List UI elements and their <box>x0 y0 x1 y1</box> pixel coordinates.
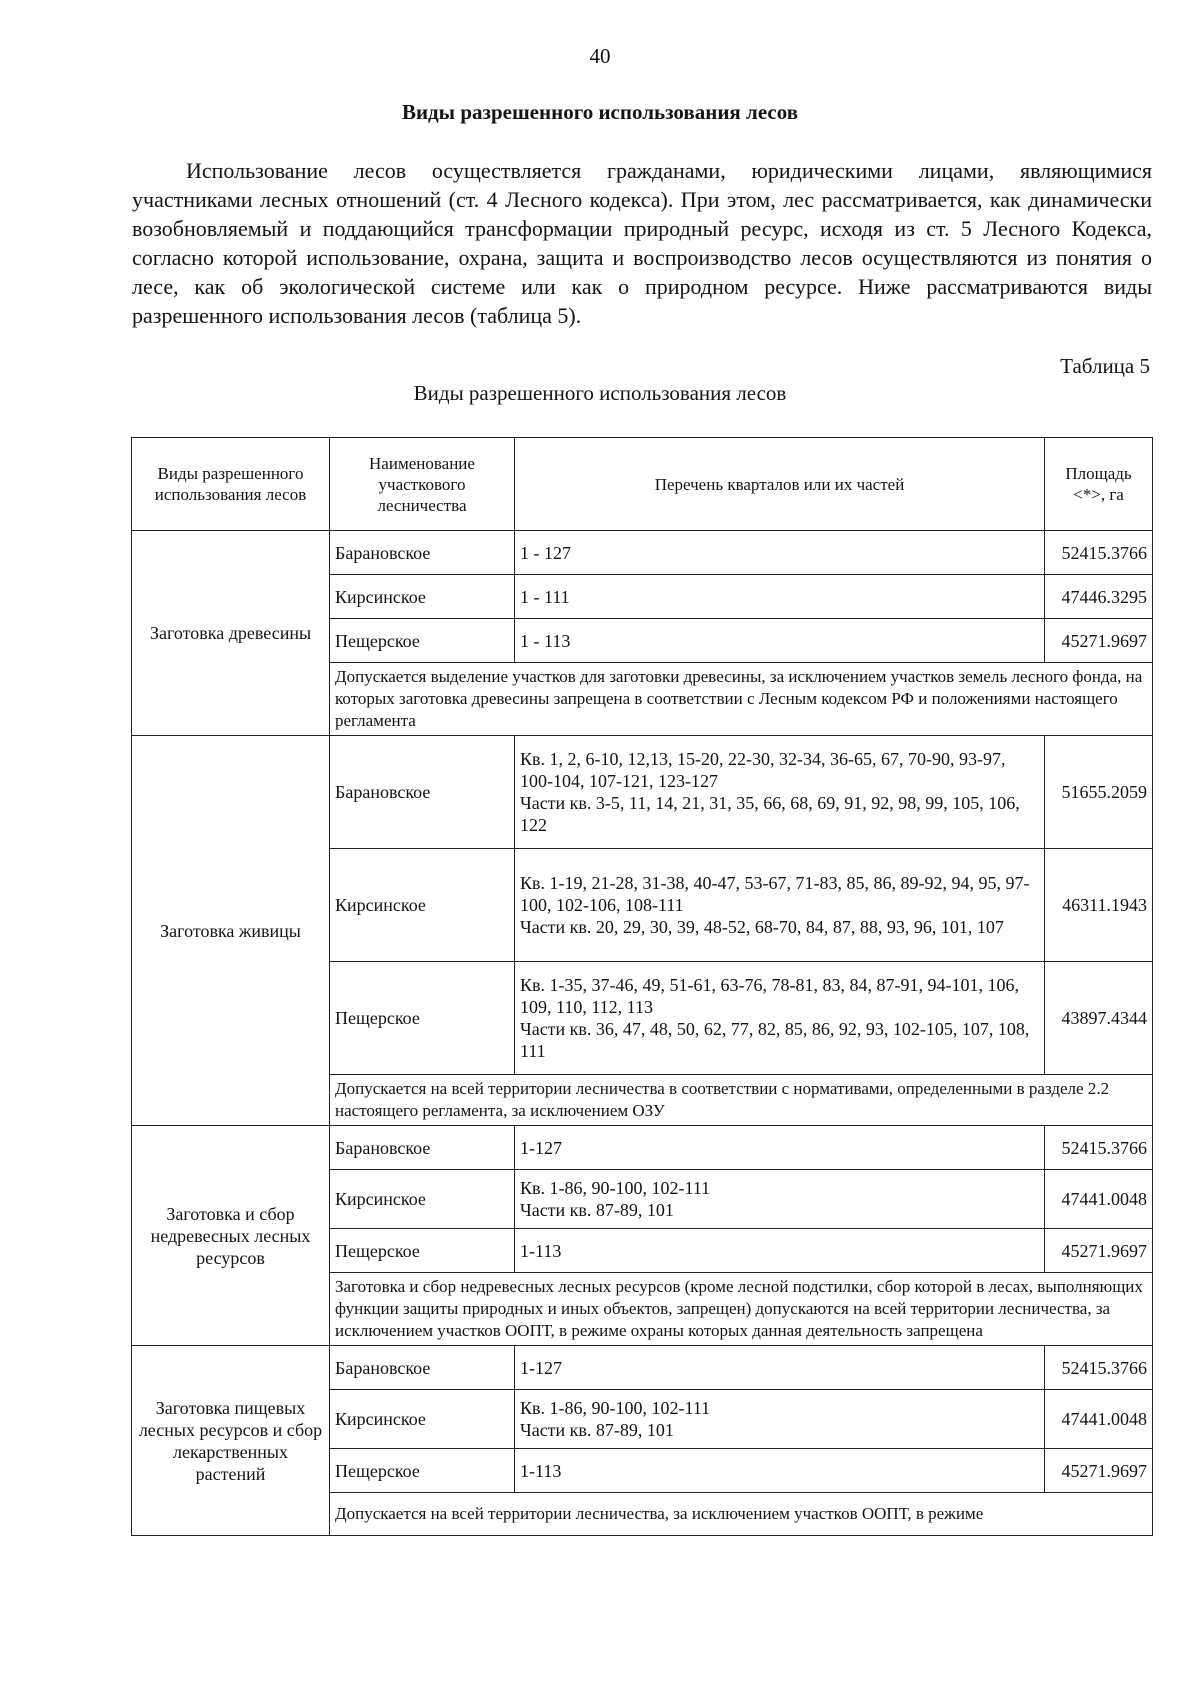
header-use-type: Виды разрешенного использования лесов <box>132 438 330 531</box>
note-cell: Допускается на всей территории лесничества в соответствии с нормативами, определенными в разделе 2.2 настоящего регламента, за исключением ОЗУ <box>330 1075 1153 1126</box>
quarters-cell: Кв. 1-86, 90-100, 102-111 Части кв. 87-89, 101 <box>515 1390 1045 1449</box>
quarters-cell: Кв. 1-86, 90-100, 102-111 Части кв. 87-89, 101 <box>515 1170 1045 1229</box>
table-header-row <box>132 438 1153 531</box>
header-area: Площадь <*>, га <box>1045 438 1153 531</box>
forestry-cell: Пещерское <box>330 962 515 1075</box>
forestry-cell: Пещерское <box>330 619 515 663</box>
use-type-cell: Заготовка пищевых лесных ресурсов и сбор лекарственных растений <box>132 1346 330 1536</box>
area-cell: 46311.1943 <box>1045 849 1153 962</box>
page-number: 40 <box>589 44 611 68</box>
quarters-cell: 1-127 <box>515 1126 1045 1170</box>
area-cell: 47441.0048 <box>1045 1170 1153 1229</box>
quarters-cell: Кв. 1-19, 21-28, 31-38, 40-47, 53-67, 71-83, 85, 86, 89-92, 94, 95, 97-100, 102-106, 108-111 Части кв. 20, 29, 30, 39, 48-52, 68-70, 84, 87, 88, 93, 96, 101, 107 <box>515 849 1045 962</box>
forest-use-table <box>131 437 1153 1536</box>
forestry-cell: Кирсинское <box>330 1390 515 1449</box>
forestry-cell: Кирсинское <box>330 1170 515 1229</box>
forestry-cell: Кирсинское <box>330 575 515 619</box>
table-title: Виды разрешенного использования лесов <box>413 381 787 405</box>
forestry-cell: Барановское <box>330 736 515 849</box>
use-type-cell: Заготовка и сбор недревесных лесных ресурсов <box>132 1126 330 1346</box>
table-row <box>132 1126 1153 1170</box>
area-cell: 43897.4344 <box>1045 962 1153 1075</box>
table-row <box>132 1346 1153 1390</box>
intro-paragraph: Использование лесов осуществляется гражданами, юридическими лицами, являющимися участниками лесных отношений (ст. 4 Лесного кодекса). При этом, лес рассматривается, как динамически возобновляемый и поддающийся трансформации природный ресурс, исходя из ст. 5 Лесного Кодекса, согласно которой использование, охрана, защита и воспроизводство лесов осуществляются из понятия о лесе, как об экологической системе или как о природном ресурсе. Ниже рассматриваются виды разрешенного использования лесов (таблица 5). <box>132 158 1152 328</box>
header-forestry: Наименование участкового лесничества <box>330 438 515 531</box>
forestry-cell: Кирсинское <box>330 849 515 962</box>
document-heading: Виды разрешенного использования лесов <box>401 100 799 124</box>
forestry-cell: Барановское <box>330 531 515 575</box>
area-cell: 45271.9697 <box>1045 1449 1153 1493</box>
forestry-cell: Пещерское <box>330 1229 515 1273</box>
note-cell: Допускается выделение участков для заготовки древесины, за исключением участков земель лесного фонда, на которых заготовка древесины запрещена в соответствии с Лесным кодексом РФ и положениями настоящего регламента <box>330 663 1153 736</box>
table-row <box>132 736 1153 849</box>
quarters-cell: 1 - 111 <box>515 575 1045 619</box>
quarters-cell: Кв. 1-35, 37-46, 49, 51-61, 63-76, 78-81, 83, 84, 87-91, 94-101, 106, 109, 110, 112, 113 Части кв. 36, 47, 48, 50, 62, 77, 82, 85, 86, 92, 93, 102-105, 107, 108, 111 <box>515 962 1045 1075</box>
area-cell: 51655.2059 <box>1045 736 1153 849</box>
table-row <box>132 531 1153 575</box>
area-cell: 45271.9697 <box>1045 619 1153 663</box>
area-cell: 47446.3295 <box>1045 575 1153 619</box>
area-cell: 52415.3766 <box>1045 1346 1153 1390</box>
forestry-cell: Пещерское <box>330 1449 515 1493</box>
use-type-cell: Заготовка древесины <box>132 531 330 736</box>
area-cell: 52415.3766 <box>1045 531 1153 575</box>
forestry-cell: Барановское <box>330 1126 515 1170</box>
use-type-cell: Заготовка живицы <box>132 736 330 1126</box>
area-cell: 47441.0048 <box>1045 1390 1153 1449</box>
quarters-cell: 1 - 113 <box>515 619 1045 663</box>
quarters-cell: Кв. 1, 2, 6-10, 12,13, 15-20, 22-30, 32-34, 36-65, 67, 70-90, 93-97, 100-104, 107-121, 123-127 Части кв. 3-5, 11, 14, 21, 31, 35, 66, 68, 69, 91, 92, 98, 99, 105, 106, 122 <box>515 736 1045 849</box>
area-cell: 45271.9697 <box>1045 1229 1153 1273</box>
forestry-cell: Барановское <box>330 1346 515 1390</box>
quarters-cell: 1-113 <box>515 1449 1045 1493</box>
quarters-cell: 1 - 127 <box>515 531 1045 575</box>
note-cell: Заготовка и сбор недревесных лесных ресурсов (кроме лесной подстилки, сбор которой в лесах, выполняющих функции защиты природных и иных объектов, запрещен) допускаются на всей территории лесничества, за исключением участков ООПТ, в режиме охраны которых данная деятельность запрещена <box>330 1273 1153 1346</box>
header-quarters: Перечень кварталов или их частей <box>515 438 1045 531</box>
quarters-cell: 1-113 <box>515 1229 1045 1273</box>
area-cell: 52415.3766 <box>1045 1126 1153 1170</box>
note-cell: Допускается на всей территории лесничества, за исключением участков ООПТ, в режиме <box>330 1493 1153 1536</box>
quarters-cell: 1-127 <box>515 1346 1045 1390</box>
table-label: Таблица 5 <box>1060 354 1150 378</box>
